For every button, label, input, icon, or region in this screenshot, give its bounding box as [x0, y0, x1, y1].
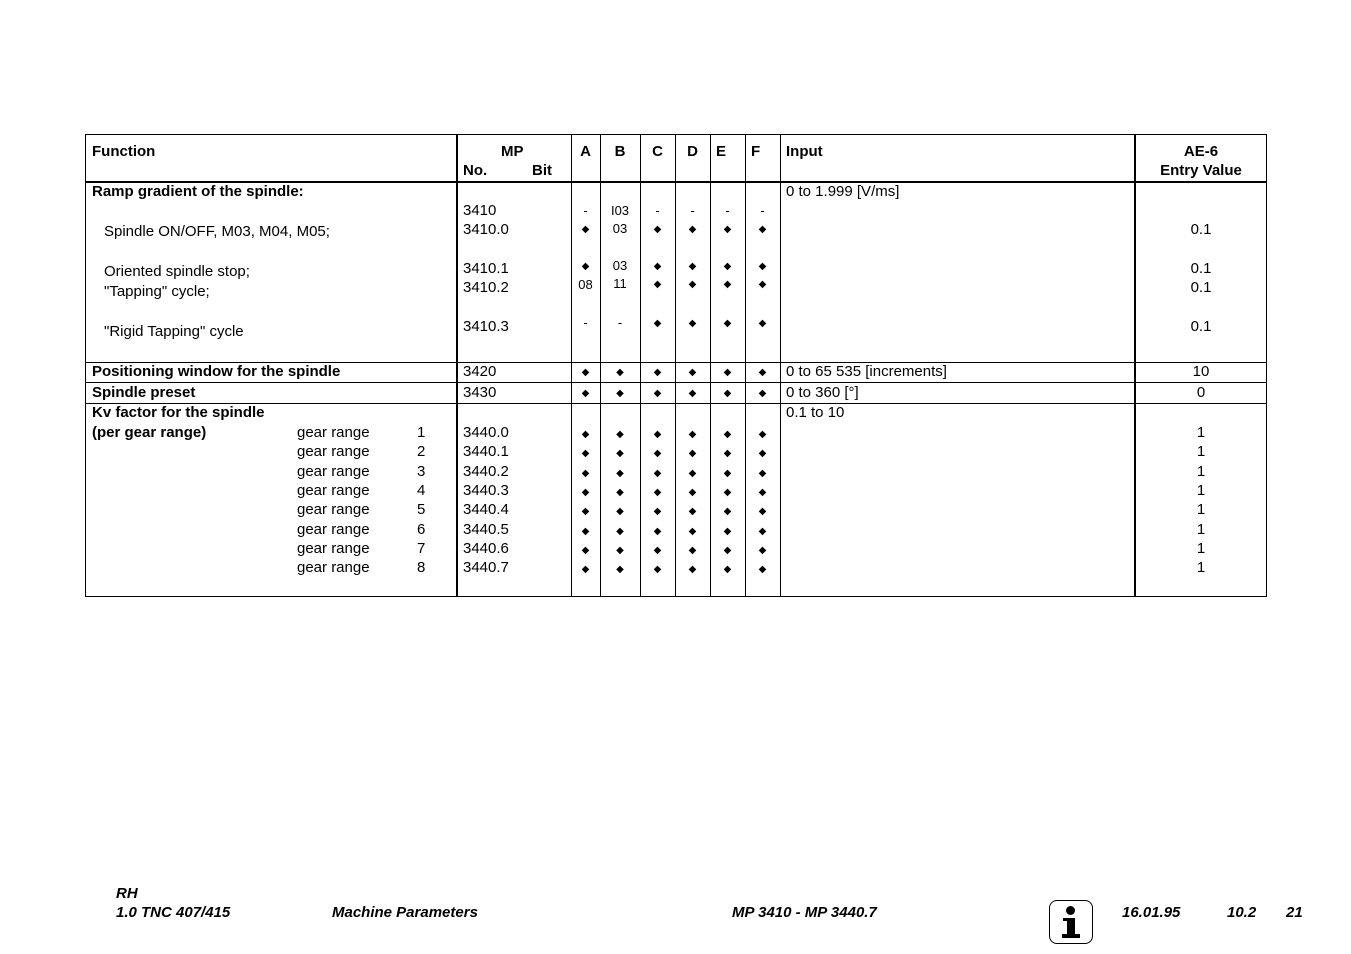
gear-mark-e: ◆	[723, 429, 732, 440]
footer-doc: 1.0 TNC 407/415	[116, 904, 231, 921]
footer-mp-range: MP 3410 - MP 3440.7	[732, 904, 877, 921]
gear-range-label: gear range	[297, 539, 370, 557]
gear-range-number: 1	[417, 424, 426, 441]
mark-3420-c: ◆	[653, 367, 662, 378]
mp-3410-3: 3410.3	[463, 318, 509, 335]
header-entry-value: Entry Value	[1160, 162, 1242, 179]
mark-3410-0-d: ◆	[688, 224, 697, 235]
mark-3410-a: -	[583, 203, 588, 218]
mark-3430-f: ◆	[758, 388, 767, 399]
label-tapping-cycle: "Tapping" cycle;	[104, 283, 210, 300]
gear-mark-a: ◆	[581, 486, 590, 498]
mark-3410-2-e: ◆	[723, 279, 732, 290]
gear-mark-a: ◆	[581, 525, 590, 537]
gear-mark-b: ◆	[616, 525, 624, 537]
header-col-d: D	[687, 143, 698, 160]
gear-range-label: gear range	[297, 559, 370, 577]
input-3430: 0 to 360 [°]	[786, 384, 859, 401]
footer-rh: RH	[116, 885, 138, 902]
mark-3410-0-f: ◆	[758, 224, 767, 235]
header-col-a: A	[580, 143, 591, 160]
gear-mp-number: 3440.1	[463, 443, 509, 461]
mark-3410-2-a: 08	[578, 277, 593, 292]
mark-3410-3-c: ◆	[653, 318, 662, 329]
gear-mark-d: ◆	[688, 525, 697, 537]
gear-mark-b: ◆	[616, 429, 624, 440]
function-positioning-window: Positioning window for the spindle	[92, 363, 341, 380]
header-ae6: AE-6	[1183, 143, 1219, 160]
gear-range-number: 4	[417, 481, 426, 499]
mark-3410-1-d: ◆	[688, 261, 697, 272]
label-oriented-spindle-stop: Oriented spindle stop;	[104, 263, 250, 280]
mark-3410-d: -	[690, 203, 695, 218]
label-spindle-on-off: Spindle ON/OFF, M03, M04, M05;	[104, 223, 330, 240]
gear-mark-a: ◆	[581, 564, 590, 576]
gear-entry-value: 1	[1196, 520, 1206, 538]
mark-3430-a: ◆	[581, 388, 590, 399]
footer-section: Machine Parameters	[332, 904, 478, 921]
header-no: No.	[463, 162, 488, 179]
header-bit: Bit	[532, 162, 552, 179]
value-3410-0: 0.1	[1190, 221, 1212, 238]
mark-3430-e: ◆	[723, 388, 732, 399]
mark-3420-f: ◆	[758, 367, 767, 378]
mark-3410-2-b: 11	[613, 276, 627, 291]
gear-mark-e: ◆	[723, 525, 732, 537]
mark-3430-d: ◆	[688, 388, 697, 399]
mp-3410-0: 3410.0	[463, 221, 509, 238]
mark-3420-d: ◆	[688, 367, 697, 378]
function-spindle-preset: Spindle preset	[92, 384, 196, 401]
mark-3410-2-d: ◆	[688, 279, 697, 290]
gear-entry-value: 1	[1196, 539, 1206, 557]
gear-mark-e: ◆	[723, 564, 732, 576]
header-mp: MP	[501, 143, 524, 160]
value-3410-2: 0.1	[1190, 279, 1212, 296]
gear-mark-c: ◆	[653, 467, 662, 479]
header-function: Function	[92, 143, 156, 160]
gear-mark-a: ◆	[581, 467, 590, 479]
footer-chapter: 10.2	[1227, 904, 1257, 921]
mp-3410-1: 3410.1	[463, 260, 509, 277]
parameter-table	[85, 134, 1267, 597]
input-ramp-gradient: 0 to 1.999 [V/ms]	[786, 183, 900, 200]
gear-mark-c: ◆	[653, 429, 662, 440]
gear-mp-number: 3440.5	[463, 520, 509, 538]
mark-3410-2-f: ◆	[758, 279, 767, 290]
gear-mp-number: 3440.7	[463, 559, 509, 577]
mark-3410-3-e: ◆	[723, 318, 732, 329]
header-col-b: B	[614, 143, 626, 160]
gear-range-number: 3	[417, 462, 426, 480]
function-kv-factor: Kv factor for the spindle	[92, 404, 265, 421]
gear-mark-b: ◆	[616, 544, 624, 556]
gear-mark-d: ◆	[688, 429, 697, 440]
gear-mark-b: ◆	[616, 564, 624, 576]
header-input: Input	[786, 143, 823, 160]
gear-mark-d: ◆	[688, 564, 697, 576]
gear-mark-f: ◆	[758, 525, 767, 537]
label-rigid-tapping-cycle: "Rigid Tapping" cycle	[104, 323, 244, 340]
gear-mp-number: 3440.6	[463, 539, 509, 557]
mark-3410-0-b: 03	[612, 221, 628, 236]
mark-3410-3-d: ◆	[688, 318, 697, 329]
gear-mp-number: 3440.3	[463, 481, 509, 499]
function-per-gear-range: (per gear range)	[92, 424, 207, 441]
gear-range-label: gear range	[297, 481, 370, 499]
gear-mark-e: ◆	[723, 506, 732, 518]
gear-mark-b: ◆	[616, 448, 624, 460]
mark-3420-b: ◆	[616, 367, 624, 378]
gear-entry-value: 1	[1196, 501, 1206, 519]
footer-date: 16.01.95	[1122, 904, 1181, 921]
info-icon	[1049, 900, 1093, 944]
mp-3420: 3420	[463, 363, 497, 380]
gear-mark-c: ◆	[653, 544, 662, 556]
gear-mark-c: ◆	[653, 564, 662, 576]
mp-3430: 3430	[463, 384, 497, 401]
header-col-c: C	[652, 143, 663, 160]
gear-mark-f: ◆	[758, 467, 767, 479]
gear-mark-f: ◆	[758, 486, 767, 498]
mark-3410-3-a: -	[583, 315, 588, 330]
mark-3430-c: ◆	[653, 388, 662, 399]
gear-range-label: gear range	[297, 520, 370, 538]
gear-range-number: 5	[417, 501, 426, 519]
gear-mark-f: ◆	[758, 544, 767, 556]
gear-mark-d: ◆	[688, 448, 697, 460]
mark-3410-3-f: ◆	[758, 318, 767, 329]
mark-3410-1-a: ◆	[581, 261, 590, 272]
mark-3410-1-e: ◆	[723, 261, 732, 272]
mark-3410-e: -	[725, 203, 730, 218]
gear-entry-value: 1	[1196, 481, 1206, 499]
mark-3410-b: I03	[610, 203, 630, 218]
gear-mark-c: ◆	[653, 506, 662, 518]
mark-3410-0-a: ◆	[581, 224, 590, 235]
gear-mark-e: ◆	[723, 467, 732, 479]
gear-entry-value: 1	[1196, 443, 1206, 461]
mp-3410: 3410	[463, 202, 497, 219]
gear-range-number: 6	[417, 520, 426, 538]
gear-mark-d: ◆	[688, 544, 697, 556]
gear-mp-number: 3440.4	[463, 501, 509, 519]
gear-range-label: gear range	[297, 424, 370, 441]
gear-mp-number: 3440.2	[463, 462, 509, 480]
value-3430: 0	[1196, 384, 1206, 401]
gear-range-number: 8	[417, 559, 426, 577]
input-kv-factor: 0.1 to 10	[786, 404, 845, 421]
gear-mark-b: ◆	[616, 467, 624, 479]
mark-3410-0-c: ◆	[653, 224, 662, 235]
mark-3430-b: ◆	[616, 388, 624, 399]
gear-mark-a: ◆	[581, 544, 590, 556]
mark-3410-1-b: 03	[612, 258, 628, 273]
gear-mark-f: ◆	[758, 564, 767, 576]
gear-mark-e: ◆	[723, 448, 732, 460]
gear-entry-value: 1	[1196, 462, 1206, 480]
mark-3410-2-c: ◆	[653, 279, 662, 290]
mark-3410-3-b: -	[617, 315, 623, 330]
input-3420: 0 to 65 535 [increments]	[786, 363, 947, 380]
gear-mark-c: ◆	[653, 525, 662, 537]
mark-3410-1-f: ◆	[758, 261, 767, 272]
mark-3420-e: ◆	[723, 367, 732, 378]
gear-mark-d: ◆	[688, 486, 697, 498]
gear-range-number: 2	[417, 443, 426, 461]
value-3410-3: 0.1	[1190, 318, 1212, 335]
gear-range-label: gear range	[297, 443, 370, 461]
mp-3410-2: 3410.2	[463, 279, 509, 296]
gear-mp-number: 3440.0	[463, 424, 509, 441]
gear-mark-a: ◆	[581, 506, 590, 518]
gear-mark-c: ◆	[653, 486, 662, 498]
gear-entry-value: 1	[1196, 424, 1206, 441]
value-3420: 10	[1192, 363, 1210, 380]
function-ramp-gradient: Ramp gradient of the spindle:	[92, 183, 304, 200]
gear-mark-d: ◆	[688, 467, 697, 479]
gear-mark-e: ◆	[723, 486, 732, 498]
header-col-e: E	[716, 143, 727, 160]
gear-entry-value: 1	[1196, 559, 1206, 577]
gear-mark-a: ◆	[581, 448, 590, 460]
value-3410-1: 0.1	[1190, 260, 1212, 277]
gear-mark-e: ◆	[723, 544, 732, 556]
gear-mark-c: ◆	[653, 448, 662, 460]
mark-3410-c: -	[655, 203, 660, 218]
footer-page: 21	[1286, 904, 1303, 921]
gear-mark-d: ◆	[688, 506, 697, 518]
gear-mark-b: ◆	[616, 506, 624, 518]
header-col-f: F	[751, 143, 761, 160]
gear-range-label: gear range	[297, 462, 370, 480]
gear-mark-b: ◆	[616, 486, 624, 498]
mark-3410-1-c: ◆	[653, 261, 662, 272]
gear-mark-a: ◆	[581, 429, 590, 440]
gear-mark-f: ◆	[758, 448, 767, 460]
mark-3410-f: -	[760, 203, 765, 218]
gear-range-number: 7	[417, 539, 426, 557]
mark-3420-a: ◆	[581, 367, 590, 378]
gear-mark-f: ◆	[758, 506, 767, 518]
gear-range-label: gear range	[297, 501, 370, 519]
mark-3410-0-e: ◆	[723, 224, 732, 235]
gear-mark-f: ◆	[758, 429, 767, 440]
